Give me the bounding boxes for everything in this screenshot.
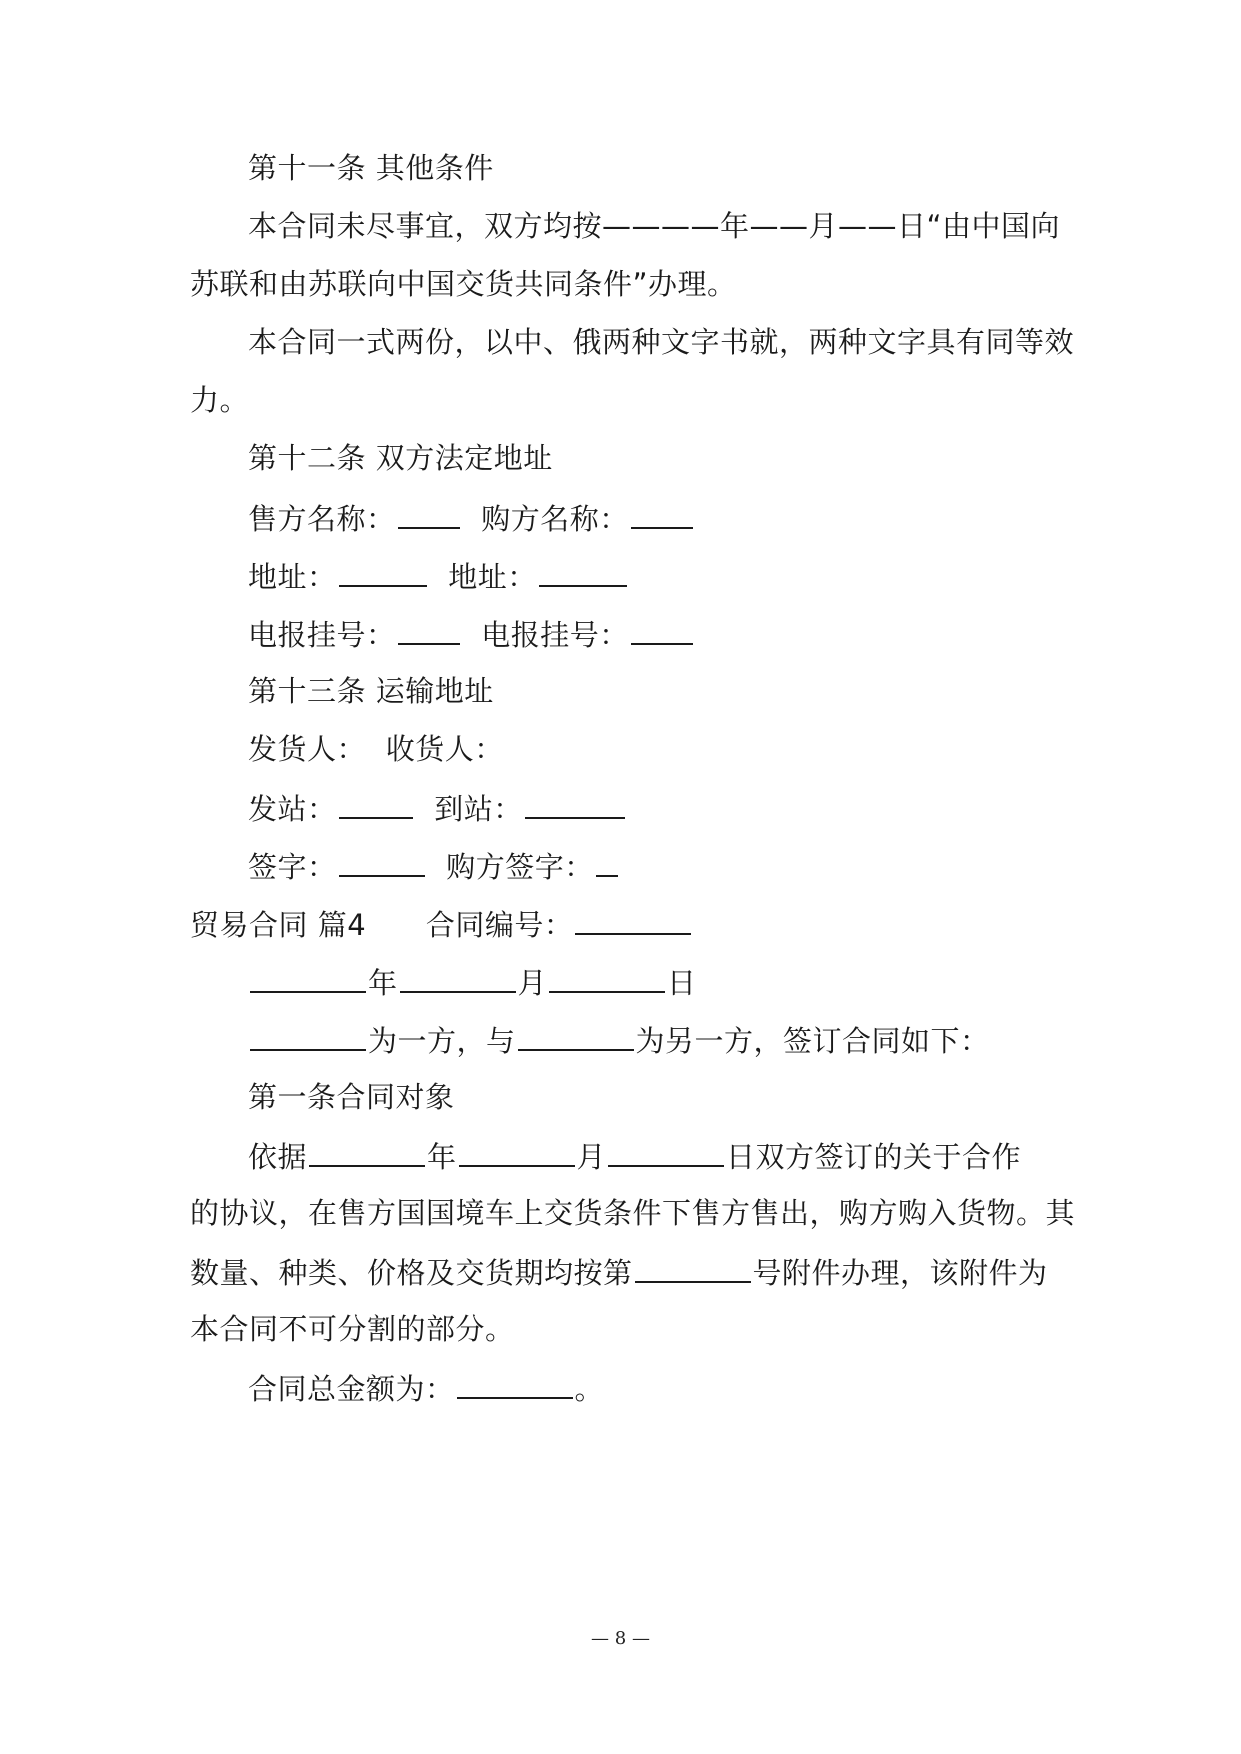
seller-telegraph-label: 电报挂号： bbox=[248, 618, 396, 652]
names-line bbox=[248, 497, 1118, 539]
month-blank bbox=[400, 961, 516, 993]
article-1-line-3-end: 号附件办理，该附件为 bbox=[752, 1256, 1048, 1290]
departure-station-blank bbox=[339, 787, 413, 819]
date-line bbox=[248, 961, 1118, 1003]
seller-telegraph-blank bbox=[398, 613, 460, 645]
total-amount-line bbox=[248, 1367, 1118, 1409]
buyer-telegraph-blank bbox=[631, 613, 693, 645]
arrival-station-blank bbox=[525, 787, 625, 819]
section-heading-line bbox=[190, 903, 1060, 945]
article-1-line-1 bbox=[248, 1135, 1118, 1177]
buyer-address-label: 地址： bbox=[448, 560, 537, 594]
day-blank bbox=[549, 961, 665, 993]
buyer-signature-label: 购方签字： bbox=[446, 850, 594, 884]
contract-number-blank bbox=[575, 903, 691, 935]
buyer-signature-blank bbox=[596, 845, 618, 877]
signature-blank bbox=[339, 845, 425, 877]
article-1-line-3-start: 数量、种类、价格及交货期均按第 bbox=[190, 1256, 633, 1290]
buyer-name-label: 购方名称： bbox=[481, 502, 629, 536]
month-label: 月 bbox=[517, 966, 548, 1000]
article-1-title: 第一条合同对象 bbox=[248, 1080, 455, 1114]
arrival-station-label: 到站： bbox=[434, 792, 523, 826]
signature-label: 签字： bbox=[248, 850, 337, 884]
basis-rest-text: 日双方签订的关于合作 bbox=[726, 1140, 1022, 1174]
article-13-title: 第十三条 运输地址 bbox=[248, 674, 494, 708]
party-b-blank bbox=[518, 1019, 634, 1051]
annex-number-blank bbox=[635, 1251, 751, 1283]
party-a-blank bbox=[250, 1019, 366, 1051]
article-11-paragraph-2-line-2: 力。 bbox=[190, 383, 250, 417]
seller-address-label: 地址： bbox=[248, 560, 337, 594]
contract-number-label: 合同编号： bbox=[425, 908, 574, 942]
shipper-line bbox=[248, 729, 1118, 769]
address-line bbox=[248, 555, 1118, 597]
total-amount-label: 合同总金额为： bbox=[248, 1372, 455, 1406]
basis-month-blank bbox=[459, 1135, 575, 1167]
parties-line bbox=[248, 1019, 1118, 1061]
total-amount-blank bbox=[457, 1367, 573, 1399]
article-11-paragraph-1-line-1: 本合同未尽事宜，双方均按————年——月——日“由中国向 bbox=[248, 209, 1061, 243]
telegraph-line bbox=[248, 613, 1118, 655]
article-1-line-4: 本合同不可分割的部分。 bbox=[190, 1312, 515, 1346]
consignor-label: 发货人： bbox=[248, 732, 367, 766]
station-line bbox=[248, 787, 1118, 829]
buyer-telegraph-label: 电报挂号： bbox=[481, 618, 629, 652]
basis-day-blank bbox=[608, 1135, 724, 1167]
seller-address-blank bbox=[339, 555, 427, 587]
basis-year-label: 年 bbox=[427, 1140, 457, 1174]
total-amount-end: 。 bbox=[574, 1372, 605, 1406]
year-blank bbox=[250, 961, 366, 993]
article-1-line-2: 的协议，在售方国国境车上交货条件下售方售出，购方购入货物。其 bbox=[190, 1196, 1076, 1230]
signature-line bbox=[248, 845, 1118, 887]
buyer-name-blank bbox=[631, 497, 693, 529]
article-12-title: 第十二条 双方法定地址 bbox=[248, 441, 553, 475]
party-a-text: 为一方，与 bbox=[368, 1024, 516, 1058]
seller-name-blank bbox=[398, 497, 460, 529]
seller-name-label: 售方名称： bbox=[248, 502, 396, 536]
basis-label: 依据 bbox=[248, 1140, 308, 1174]
consignee-label: 收货人： bbox=[385, 732, 504, 766]
article-11-paragraph-1-line-2: 苏联和由苏联向中国交货共同条件”办理。 bbox=[190, 267, 737, 301]
article-11-paragraph-2-line-1: 本合同一式两份，以中、俄两种文字书就，两种文字具有同等效 bbox=[248, 325, 1075, 359]
basis-month-label: 月 bbox=[576, 1140, 607, 1174]
basis-year-blank bbox=[309, 1135, 425, 1167]
article-11-title: 第十一条 其他条件 bbox=[248, 151, 494, 185]
departure-station-label: 发站： bbox=[248, 792, 337, 826]
article-1-line-3 bbox=[190, 1251, 1060, 1293]
year-label: 年 bbox=[368, 966, 398, 1000]
party-b-text: 为另一方，签订合同如下： bbox=[635, 1024, 990, 1058]
day-label: 日 bbox=[667, 966, 697, 1000]
page-number: — 8 — bbox=[591, 1628, 650, 1649]
section-title: 贸易合同 篇4 bbox=[190, 908, 367, 942]
buyer-address-blank bbox=[539, 555, 627, 587]
